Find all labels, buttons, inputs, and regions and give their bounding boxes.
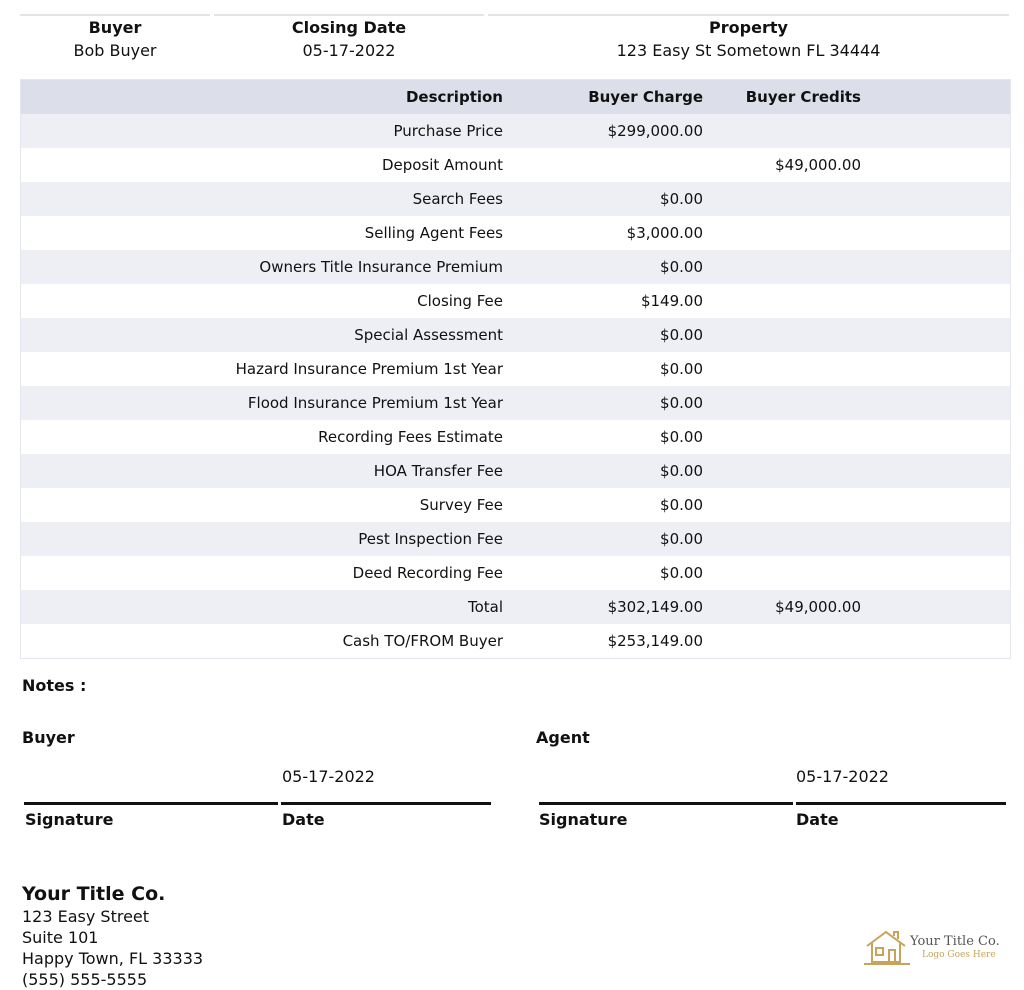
header-description: Description — [405, 88, 503, 106]
row-buyer-charge: $0.00 — [660, 258, 703, 276]
closing-date-label: Closing Date — [291, 18, 407, 37]
row-buyer-charge — [503, 148, 703, 182]
summary-divider — [488, 14, 1009, 16]
company-address-line2: Suite 101 — [22, 928, 99, 947]
header-buyer-charge: Buyer Charge — [588, 88, 703, 106]
table-row — [21, 624, 1010, 658]
table-row — [21, 590, 1010, 624]
row-buyer-credit — [703, 352, 861, 386]
row-buyer-credit: $49,000.00 — [775, 598, 861, 616]
agent-signature-line — [539, 802, 793, 805]
buyer-signature-block — [22, 728, 492, 832]
company-name: Your Title Co. — [22, 883, 166, 905]
table-row — [21, 352, 1010, 386]
row-description: Purchase Price — [393, 122, 503, 140]
company-city: Happy Town, FL 33333 — [22, 949, 204, 968]
table-row — [21, 216, 1010, 250]
row-buyer-charge: $0.00 — [660, 530, 703, 548]
buyer-label: Buyer — [88, 18, 142, 37]
property-value: 123 Easy St Sometown FL 34444 — [616, 41, 881, 60]
row-spacer — [861, 318, 1010, 352]
row-buyer-charge: $0.00 — [660, 190, 703, 208]
logo-name: Your Title Co. — [910, 934, 1000, 949]
row-buyer-charge: $0.00 — [660, 496, 703, 514]
table-row — [21, 556, 1010, 590]
row-buyer-credit — [703, 182, 861, 216]
row-description: Cash TO/FROM Buyer — [342, 632, 503, 650]
row-buyer-charge: $149.00 — [640, 292, 703, 310]
row-buyer-credit — [703, 454, 861, 488]
row-description: HOA Transfer Fee — [373, 462, 503, 480]
row-spacer — [861, 556, 1010, 590]
row-spacer — [861, 250, 1010, 284]
row-description: Owners Title Insurance Premium — [259, 258, 503, 276]
row-description: Selling Agent Fees — [364, 224, 503, 242]
table-row — [21, 386, 1010, 420]
company-address-line1: 123 Easy Street — [22, 907, 150, 926]
summary-closing-date — [214, 14, 484, 61]
summary-divider — [214, 14, 484, 16]
table-row — [21, 284, 1010, 318]
buyer-date-line — [281, 802, 491, 805]
row-spacer — [861, 114, 1010, 148]
table-row — [21, 182, 1010, 216]
buyer-signature-date: 05-17-2022 — [282, 767, 375, 786]
row-spacer — [861, 182, 1010, 216]
agent-signature-caption: Signature — [539, 810, 628, 829]
row-description: Pest Inspection Fee — [358, 530, 503, 548]
row-description: Deposit Amount — [381, 156, 503, 174]
buyer-signature-title: Buyer — [22, 728, 75, 747]
row-buyer-credit: $49,000.00 — [775, 156, 861, 174]
row-buyer-charge: $253,149.00 — [607, 632, 703, 650]
table-row — [21, 454, 1010, 488]
row-buyer-credit — [703, 250, 861, 284]
row-spacer — [861, 386, 1010, 420]
table-row — [21, 250, 1010, 284]
row-buyer-credit — [703, 488, 861, 522]
buyer-value: Bob Buyer — [73, 41, 157, 60]
row-buyer-credit — [703, 284, 861, 318]
row-buyer-charge: $3,000.00 — [626, 224, 703, 242]
row-buyer-charge: $0.00 — [660, 462, 703, 480]
property-label: Property — [709, 18, 788, 37]
row-description: Closing Fee — [417, 292, 503, 310]
header-spacer — [861, 80, 1010, 114]
row-buyer-charge: $299,000.00 — [607, 122, 703, 140]
row-description: Recording Fees Estimate — [318, 428, 503, 446]
buyer-date-caption: Date — [282, 810, 325, 829]
row-spacer — [861, 522, 1010, 556]
row-spacer — [861, 148, 1010, 182]
agent-signature-block — [536, 728, 1006, 832]
table-header-row — [21, 80, 1010, 114]
house-icon — [864, 928, 910, 968]
row-description: Deed Recording Fee — [352, 564, 503, 582]
table-body — [21, 114, 1010, 658]
row-buyer-charge: $302,149.00 — [607, 598, 703, 616]
agent-date-line — [796, 802, 1006, 805]
table-row — [21, 318, 1010, 352]
row-description: Hazard Insurance Premium 1st Year — [235, 360, 503, 378]
row-spacer — [861, 488, 1010, 522]
closing-date-value: 05-17-2022 — [302, 41, 396, 60]
row-buyer-charge: $0.00 — [660, 360, 703, 378]
buyer-signature-caption: Signature — [25, 810, 114, 829]
row-buyer-credit — [703, 624, 861, 658]
row-buyer-credit — [703, 420, 861, 454]
summary-divider — [20, 14, 210, 16]
row-spacer — [861, 352, 1010, 386]
buyer-signature-line — [24, 802, 278, 805]
table-row — [21, 148, 1010, 182]
row-buyer-charge: $0.00 — [660, 428, 703, 446]
row-buyer-credit — [703, 386, 861, 420]
row-spacer — [861, 420, 1010, 454]
header-buyer-credits: Buyer Credits — [745, 88, 861, 106]
summary-buyer — [20, 14, 210, 61]
agent-signature-title: Agent — [536, 728, 590, 747]
row-description: Search Fees — [412, 190, 503, 208]
row-buyer-credit — [703, 114, 861, 148]
row-buyer-credit — [703, 522, 861, 556]
row-spacer — [861, 454, 1010, 488]
row-buyer-charge: $0.00 — [660, 394, 703, 412]
row-spacer — [861, 590, 1010, 624]
table-row — [21, 114, 1010, 148]
company-logo — [864, 928, 1014, 968]
summary-property — [488, 14, 1009, 61]
table-row — [21, 420, 1010, 454]
row-spacer — [861, 216, 1010, 250]
row-buyer-credit — [703, 556, 861, 590]
transaction-summary — [0, 0, 1024, 72]
row-description: Flood Insurance Premium 1st Year — [247, 394, 503, 412]
row-description: Survey Fee — [419, 496, 503, 514]
row-buyer-charge: $0.00 — [660, 564, 703, 582]
row-buyer-credit — [703, 216, 861, 250]
company-phone: (555) 555-5555 — [22, 970, 148, 989]
table-row — [21, 488, 1010, 522]
row-description: Special Assessment — [354, 326, 503, 344]
agent-signature-date: 05-17-2022 — [796, 767, 889, 786]
row-spacer — [861, 624, 1010, 658]
row-buyer-charge: $0.00 — [660, 326, 703, 344]
company-info — [22, 882, 203, 990]
row-description: Total — [467, 598, 503, 616]
table-row — [21, 522, 1010, 556]
logo-tagline: Logo Goes Here — [922, 950, 996, 960]
row-buyer-credit — [703, 318, 861, 352]
agent-date-caption: Date — [796, 810, 839, 829]
notes-label: Notes : — [22, 676, 87, 695]
row-spacer — [861, 284, 1010, 318]
charges-table — [20, 79, 1011, 659]
